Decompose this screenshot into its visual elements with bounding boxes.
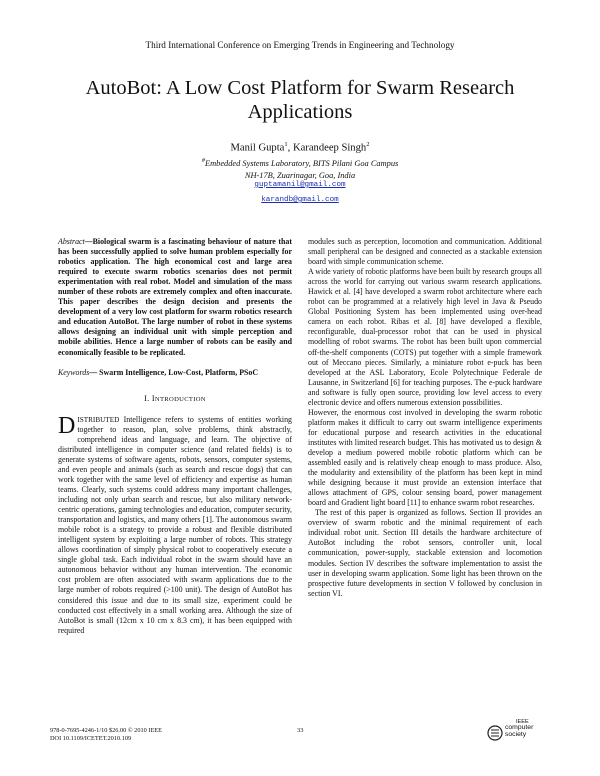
conference-header: Third International Conference on Emerging Trends in Engineering and Technology	[145, 40, 455, 50]
intro-caps-word: ISTRIBUTED	[77, 415, 120, 424]
abstract-dash: —	[84, 237, 93, 246]
page-number: 33	[297, 727, 304, 734]
right-paragraph-4: The rest of this paper is organized as follows. Section II provides an overview of swarm robotic and the minimal requirement of each individual robot unit. Section III details the hardware architecture of AutoBot including the robot sensors, controller unit, local communication, power-supply, stackable extension and locomotion modules. Section IV describes the software implementation to assist the user in developing swarm application. Some light has been thrown on the prospective future developments in section V followed by conclusion in section VI.	[308, 508, 542, 598]
footer-copyright	[50, 727, 162, 743]
section-title-rest: NTRODUCTION	[154, 395, 206, 403]
intro-paragraph	[58, 412, 292, 636]
drop-cap: D	[58, 412, 76, 439]
abstract-lead: Abstract	[58, 237, 85, 246]
right-paragraph-3: However, the enormous cost involved in developing the swarm robotic platform makes it difficult to carry out swarm intelligence experiments for educational purpose and research activities in the educational institutes with limited research budget. This has motivated us to design & develop a medium powered mobile robotic platform which can be assembled easily and is relatively cheap enough to mass produce. Also, the modularity and extensibility of the platform has been kept in mind while designing because it must provide an extension interface that allows attachment of GPS, colour sensing board, power management board and Gradient light board [11] to enhance swarm robot researches.	[308, 407, 542, 508]
affiliation-line-2: NH-17B, Zuarinagar, Goa, India	[244, 170, 356, 180]
logo-society-words	[505, 725, 545, 738]
computer-society-logo	[486, 719, 546, 745]
intro-text: Intelligence refers to systems of entities working together to reason, plan, solve problems, think abstractly, comprehend ideas and language, and learn. The objective of distributed intelligence in computer science (and related fields) is to generate systems of software agents, robots, sensors, computer systems, and even people and animals (such as search and rescue dogs) that can work together with the same level of efficiency and expertise as human teams. Clearly, such systems could address many important challenges, including not only urban search and rescue, but also military network-centric operations, gaming technologies and education, computer security, transportation and logistics, and many others [1]. The autonomous swarm mobile robot is a strategy to provide a robust and flexible distributed intelligent system by exploiting a large number of robots. This strategy allows coordination of simply physical robot to cooperatively execute a single global task. Each individual robot in the swarm should have an autonomous behavior without any human intervention. The economic cost problem are often associated with swarm applications due to the large number of robots required (>100 unit). The design of AutoBot has considered this issue and due to its small size, experiment could be conducted cost effectively in a small working area. Although the size of AutoBot is small (12cm x 10 cm x 8.3 cm), it has been equipped with required	[58, 414, 292, 635]
computer-society-emblem-icon	[487, 723, 505, 743]
section-title-initial: I	[151, 393, 155, 403]
keywords-text: Swarm Intelligence, Low-Cost, Platform, PSoC	[99, 367, 259, 377]
footer-isbn: 978-0-7695-4246-1/10 $26.00 © 2010 IEEE	[50, 727, 162, 734]
logo-word-computer: computer	[505, 724, 534, 731]
author-separator: ,	[287, 142, 293, 154]
abstract-text: Biological swarm is a fascinating behaviour of nature that has been successfully applied to solve human problem especially for robotics application. The high economical cost and large area required to execute swarm robotics scenarios does not permit experimentation with real robot. Model and simulation of the mass number of these robots are extremely complex and often inaccurate. This paper describes the design decision and presents the development of a very low cost platform for swarm robotics research and education AutoBot. The large number of robot in these systems allows designing an individual unit with simple perception and mobile abilities. Hence a large number of robots can be easily and economically feasible to be replicated.	[58, 237, 292, 357]
keywords-dash: —	[89, 367, 100, 377]
right-column	[308, 237, 542, 599]
section-heading-introduction	[58, 394, 292, 405]
author-2-sup: 2	[366, 141, 370, 148]
affiliation-line-1-text: Embedded Systems Laboratory, BITS Pilani Goa Campus	[204, 158, 399, 168]
author-1: Manil Gupta	[230, 142, 285, 154]
keywords-lead: Keywords	[58, 367, 90, 377]
author-line	[0, 141, 600, 154]
author-1-sup: 1	[284, 141, 288, 148]
keywords	[58, 368, 292, 378]
right-paragraph-2: A wide variety of robotic platforms have been built by research groups all across the world for carrying out various swarm research applications. Hawick et al. [4] have developed a swarm robot architecture where each robot can be programmed at a relatively high level in Java & Pseudo Global Positioning System has been implemented using over-head camera on each robot. Ribas et al. [8] have developed a flexible, reconfigurable, dual-processor robot that can be used in physical modelling of robot swarms. The robot has been built upon commercial off-the-shelf components (COTS) put together with a simple framework out of Meccano pieces. Similarly, a miniature robot e-puck has been developed at the ASL Laboratory, Ecole Polytechnique Federale de Lausanne, in Switzerland [6] for teaching purposes. The e-puck hardware and software is fully open source, providing low level access to every electronic device and offers numerous extension possibilities.	[308, 267, 542, 407]
logo-word-society: society	[505, 730, 527, 738]
email-link-1[interactable]: guptamanil@gmail.com	[254, 181, 346, 189]
email-link-2[interactable]: karandb@gmail.com	[261, 196, 339, 204]
abstract	[58, 237, 292, 358]
section-numeral: I.	[144, 393, 150, 403]
author-2: Karandeep Singh	[292, 142, 367, 154]
logo-ieee-word: IEEE	[516, 719, 529, 725]
footer-doi: DOI 10.1109/ICETET.2010.109	[50, 735, 132, 742]
paper-title: AutoBot: A Low Cost Platform for Swarm Research Applications	[85, 77, 515, 123]
right-paragraph-1: modules such as perception, locomotion and communication. Additional small peripheral can be designed and connected as a stackable extension board with simple communication scheme.	[308, 237, 542, 267]
affiliation-line-1	[0, 155, 600, 170]
affiliation-sup: #	[201, 157, 205, 164]
affiliation	[0, 155, 600, 181]
left-column	[58, 237, 292, 636]
